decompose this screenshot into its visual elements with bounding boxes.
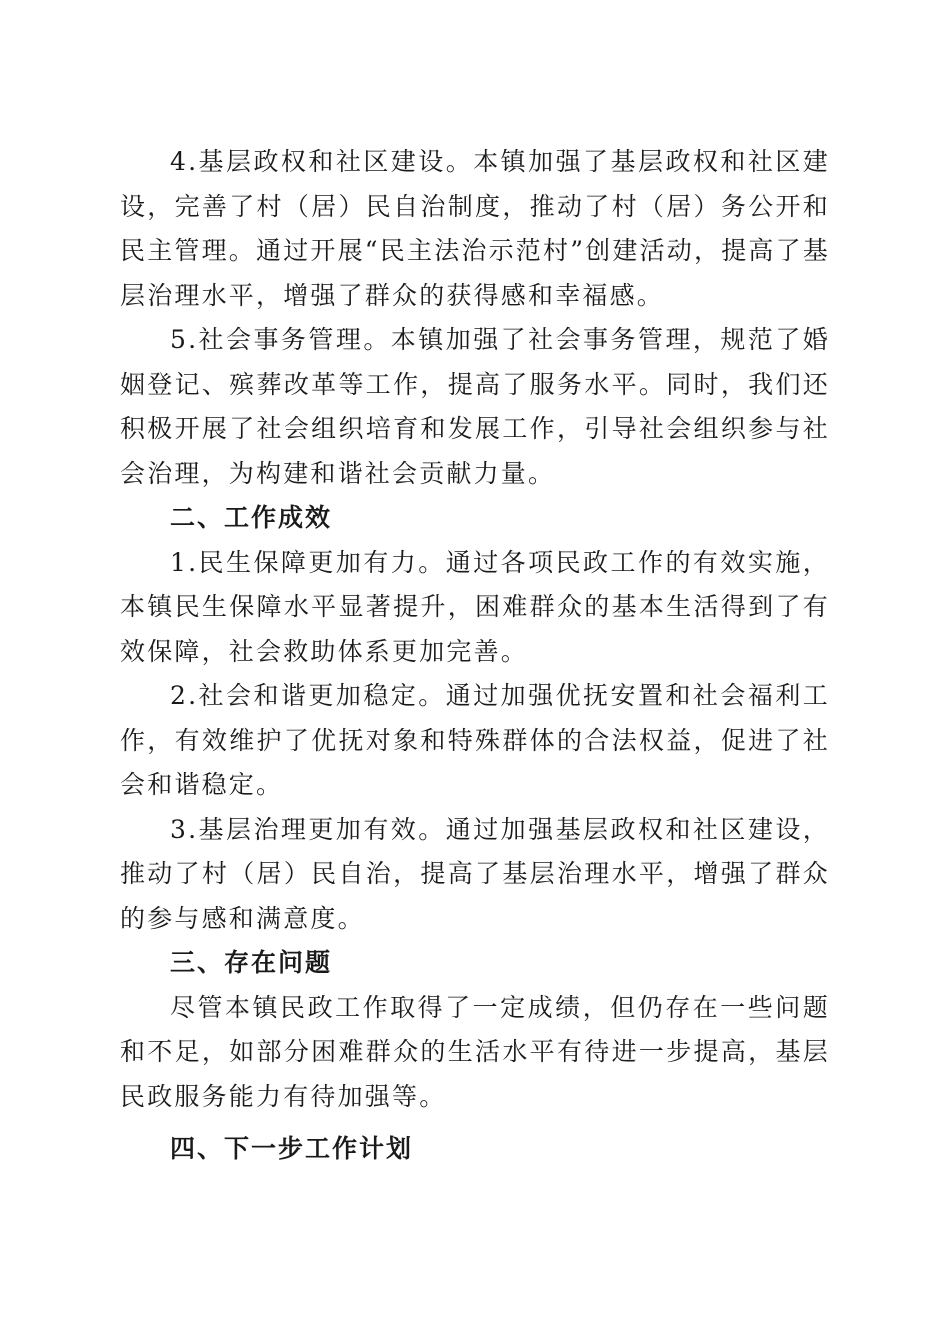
paragraph-community-building: 4.基层政权和社区建设。本镇加强了基层政权和社区建设，完善了村（居）民自治制度，推动了村（居）务公开和民主管理。通过开展“民主法治示范村”创建活动，提高了基层治理水平，增强了群众的获得感和幸福感。 xyxy=(120,147,830,310)
section-heading-problems: 三、存在问题 xyxy=(170,948,333,977)
paragraph-social-harmony: 2.社会和谐更加稳定。通过加强优抚安置和社会福利工作，有效维护了优抚对象和特殊群体的合法权益，促进了社会和谐稳定。 xyxy=(120,681,830,799)
paragraph-problems: 尽管本镇民政工作取得了一定成绩，但仍存在一些问题和不足，如部分困难群众的生活水平有待进一步提高，基层民政服务能力有待加强等。 xyxy=(120,992,830,1111)
section-heading-next-plan: 四、下一步工作计划 xyxy=(170,1134,414,1163)
paragraph-social-affairs: 5.社会事务管理。本镇加强了社会事务管理，规范了婚姻登记、殡葬改革等工作，提高了服务水平。同时，我们还积极开展了社会组织培育和发展工作，引导社会组织参与社会治理，为构建和谐社会贡献力量。 xyxy=(120,325,830,488)
section-heading-results: 二、工作成效 xyxy=(170,503,333,532)
paragraph-grassroots-governance: 3.基层治理更加有效。通过加强基层政权和社区建设，推动了村（居）民自治，提高了基层治理水平，增强了群众的参与感和满意度。 xyxy=(120,814,830,933)
paragraph-livelihood: 1.民生保障更加有力。通过各项民政工作的有效实施，本镇民生保障水平显著提升，困难群众的基本生活得到了有效保障，社会救助体系更加完善。 xyxy=(120,547,830,666)
